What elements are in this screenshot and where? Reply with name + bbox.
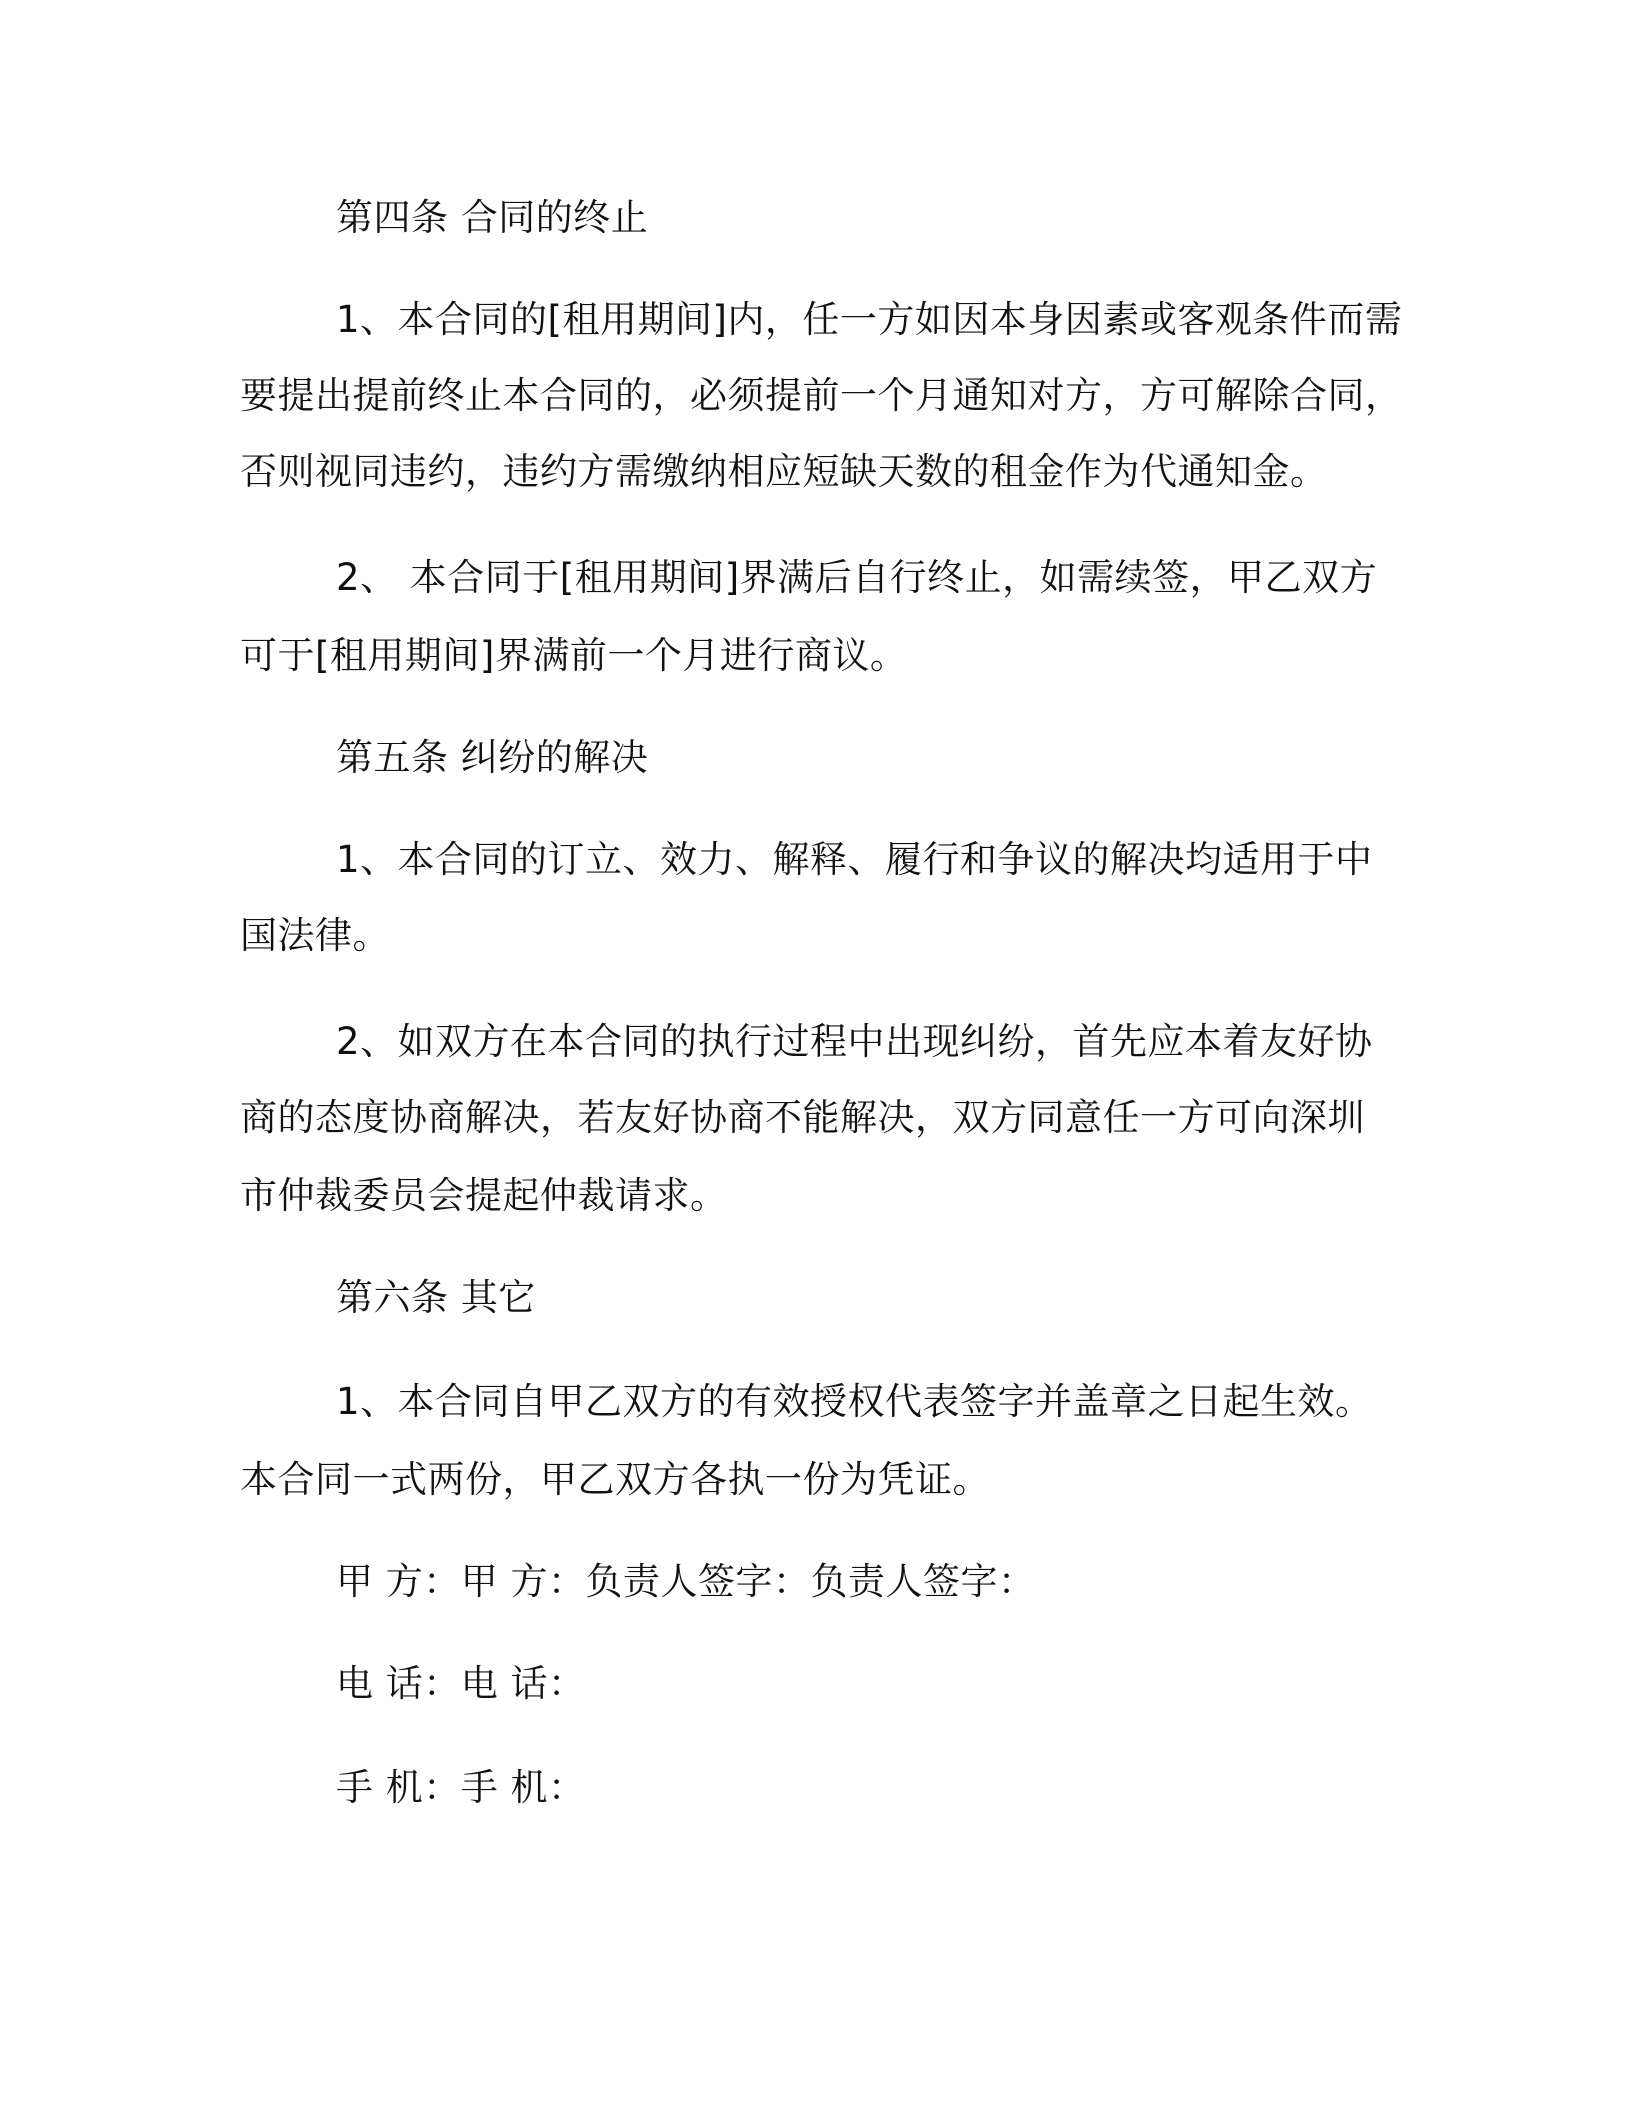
article-4-item-1-line-3: 否则视同违约，违约方需缴纳相应短缺天数的租金作为代通知金。: [240, 450, 1328, 493]
mobile-label-1: 手 机：: [336, 1766, 461, 1809]
article-5-heading: 第五条 纠纷的解决: [336, 736, 649, 779]
article-5-item-2-line-1: 2、如双方在本合同的执行过程中出现纠纷，首先应本着友好协: [336, 1020, 1373, 1063]
article-6-heading: 第六条 其它: [336, 1276, 536, 1319]
signature-mobile-row: [336, 1764, 586, 1812]
party-a-label-1: 甲 方：: [336, 1560, 461, 1603]
signature-party-row: [336, 1558, 1036, 1606]
article-5-item-2-line-3: 市仲裁委员会提起仲裁请求。: [240, 1174, 728, 1217]
phone-label-2: 电 话：: [460, 1662, 586, 1705]
signer-label-1: 负责人签字：: [585, 1560, 811, 1603]
article-5-item-1-line-2: 国法律。: [240, 914, 390, 957]
article-6-item-1-line-1: 1、本合同自甲乙双方的有效授权代表签字并盖章之日起生效。: [336, 1380, 1373, 1423]
article-5-item-2-line-2: 商的态度协商解决，若友好协商不能解决，双方同意任一方可向深圳: [240, 1096, 1365, 1139]
signature-phone-row: [336, 1660, 586, 1708]
article-4-item-1-line-1: 1、本合同的[租用期间]内，任一方如因本身因素或客观条件而需: [336, 298, 1403, 341]
article-4-item-1-line-2: 要提出提前终止本合同的，必须提前一个月通知对方，方可解除合同，: [240, 374, 1403, 417]
article-4-heading: 第四条 合同的终止: [336, 196, 649, 239]
article-4-item-2-line-1: 2、 本合同于[租用期间]界满后自行终止，如需续签，甲乙双方: [336, 556, 1378, 599]
signer-label-2: 负责人签字：: [810, 1560, 1036, 1603]
article-4-item-2-line-2: 可于[租用期间]界满前一个月进行商议。: [240, 634, 908, 677]
mobile-label-2: 手 机：: [460, 1766, 586, 1809]
article-5-item-1-line-1: 1、本合同的订立、效力、解释、履行和争议的解决均适用于中: [336, 838, 1373, 881]
article-6-item-1-line-2: 本合同一式两份，甲乙双方各执一份为凭证。: [240, 1458, 990, 1501]
party-a-label-2: 甲 方：: [460, 1560, 586, 1603]
phone-label-1: 电 话：: [336, 1662, 461, 1705]
